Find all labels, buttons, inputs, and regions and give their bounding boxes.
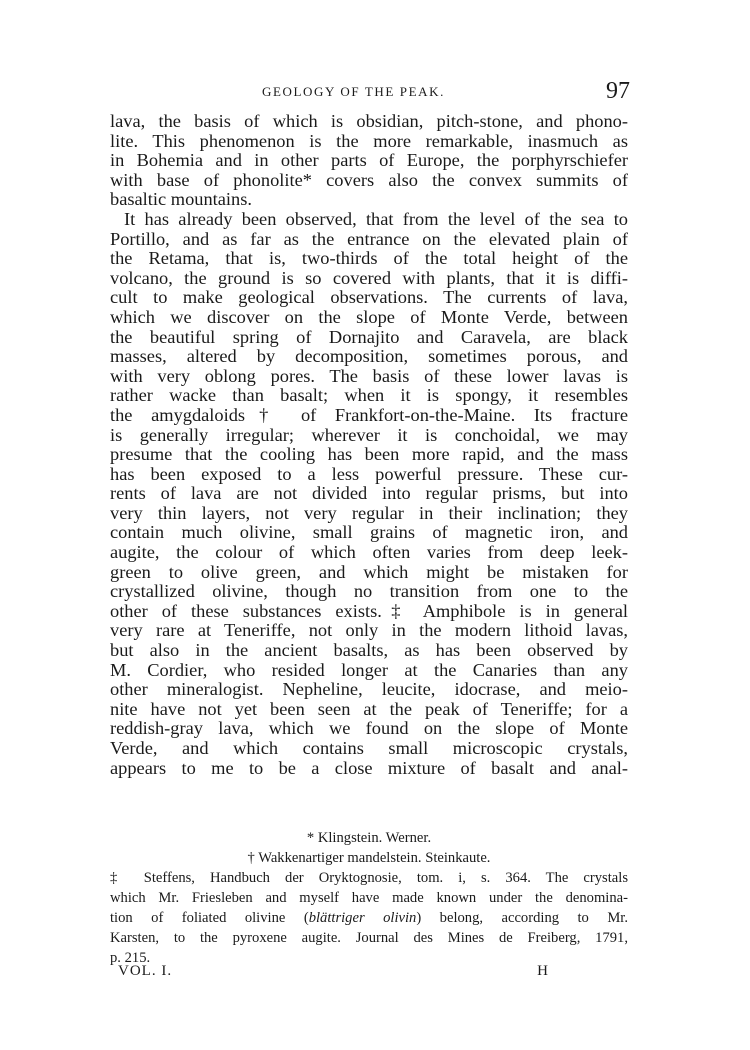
text-line: rather wacke than basalt; when it is spongy, it resembles	[110, 385, 628, 406]
running-head	[110, 78, 630, 108]
footnote-text: ) belong, according to Mr.	[416, 910, 628, 926]
text-line: green to olive green, and which might be mistaken for	[110, 561, 628, 582]
footnote-steffens-continued	[110, 908, 628, 928]
text-line: volcano, the ground is so covered with plants, that it is diffi-	[110, 267, 628, 288]
text-line: reddish-gray lava, which we found on the slope of Monte	[110, 718, 628, 739]
footnote-wakkenartiger: † Wakkenartiger mandelstein. Steinkaute.	[247, 850, 491, 866]
text-line: is generally irregular; wherever it is conchoidal, we may	[110, 424, 628, 445]
signature-line	[118, 963, 548, 985]
running-title: GEOLOGY OF THE PEAK.	[262, 84, 445, 99]
text-line: appears to me to be a close mixture of basalt and anal-	[110, 757, 628, 778]
footnotes	[110, 828, 628, 968]
text-line: with base of phonolite* covers also the convex summits of	[110, 169, 628, 190]
body-text	[110, 112, 628, 778]
text-line: very thin layers, not very regular in their inclination; they	[110, 502, 628, 523]
text-line: other of these substances exists.‡ Amphibole is in general	[110, 600, 628, 621]
footnote-text: tion of foliated olivine (	[110, 910, 309, 926]
volume-mark: VOL. I.	[118, 963, 173, 979]
text-line: other mineralogist. Nepheline, leucite, idocrase, and meio-	[110, 679, 628, 700]
text-line: augite, the colour of which often varies from deep leek-	[110, 542, 628, 563]
text-line: in Bohemia and in other parts of Europe, the porphyrschiefer	[110, 150, 628, 171]
text-line: nite have not yet been seen at the peak of Teneriffe; for a	[110, 698, 628, 719]
text-line: crystallized olivine, though no transition from one to the	[110, 581, 628, 602]
text-line: has been exposed to a less powerful pressure. These cur-	[110, 463, 628, 484]
footnote-steffens-continued: p. 215.	[110, 950, 151, 966]
text-line: presume that the cooling has been more rapid, and the mass	[110, 444, 628, 465]
text-line: cult to make geological observations. The currents of lava,	[110, 287, 628, 308]
text-line: which we discover on the slope of Monte Verde, between	[110, 306, 628, 327]
footnote-italic-term: blättriger olivin	[308, 910, 417, 926]
text-line: masses, altered by decomposition, sometimes porous, and	[110, 346, 628, 367]
text-line: with very oblong pores. The basis of these lower lavas is	[110, 365, 628, 386]
text-line: the beautiful spring of Dornajito and Caravela, are black	[110, 326, 628, 347]
page-number: 97	[606, 78, 630, 104]
text-line: It has already been observed, that from the level of the sea to	[124, 208, 628, 229]
text-line: M. Cordier, who resided longer at the Canaries than any	[110, 659, 628, 680]
footnote-klingstein: * Klingstein. Werner.	[306, 830, 432, 846]
text-line: lite. This phenomenon is the more remarkable, inasmuch as	[110, 130, 628, 151]
text-line: the amygdaloids† of Frankfort-on-the-Maine. Its fracture	[110, 404, 628, 425]
signature-mark: H	[537, 963, 548, 979]
footnote-steffens-continued: Karsten, to the pyroxene augite. Journal des Mines de Freiberg, 1791,	[110, 930, 628, 946]
text-line: very rare at Teneriffe, not only in the modern lithoid lavas,	[110, 620, 628, 641]
text-line: Verde, and which contains small microscopic crystals,	[110, 738, 628, 758]
text-line: but also in the ancient basalts, as has been observed by	[110, 640, 628, 661]
text-line: basaltic mountains.	[110, 189, 252, 210]
text-line: the Retama, that is, two-thirds of the total height of the	[110, 248, 628, 269]
text-line: contain much olivine, small grains of magnetic iron, and	[110, 522, 628, 543]
footnote-steffens-continued: which Mr. Friesleben and myself have made known under the denomina-	[110, 890, 628, 906]
text-line: Portillo, and as far as the entrance on the elevated plain of	[110, 228, 628, 249]
footnote-steffens: ‡ Steffens, Handbuch der Oryktognosie, tom. i, s. 364. The crystals	[110, 870, 628, 886]
text-line: rents of lava are not divided into regular prisms, but into	[110, 483, 628, 504]
text-line: lava, the basis of which is obsidian, pitch-stone, and phono-	[110, 111, 628, 131]
